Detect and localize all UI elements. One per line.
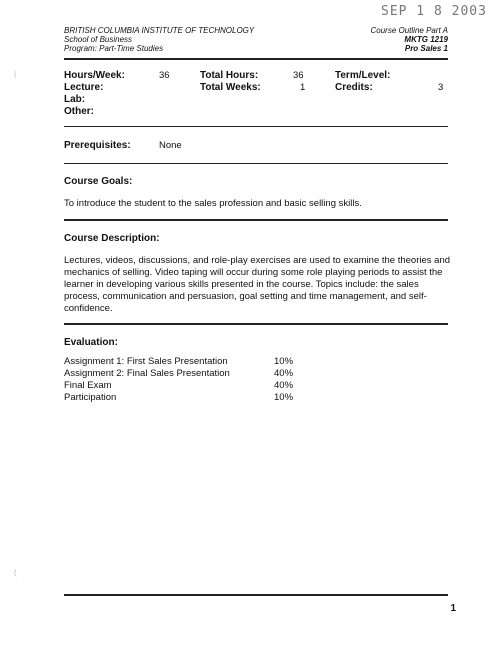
evaluation-item-weight: 40% xyxy=(274,380,294,391)
page-number: 1 xyxy=(450,603,456,614)
total-weeks-value: 1 xyxy=(300,82,306,93)
date-stamp: SEP 1 8 2003 xyxy=(381,4,487,19)
scan-mark: ( xyxy=(14,568,17,577)
outline-title: Course Outline Part A xyxy=(370,26,448,35)
hours-week-label: Hours/Week: xyxy=(64,70,125,81)
total-hours-label: Total Hours: xyxy=(200,70,259,81)
footer-divider xyxy=(64,594,448,596)
evaluation-item-weight: 10% xyxy=(274,392,294,403)
prerequisites-label: Prerequisites: xyxy=(64,140,131,151)
hours-week-value: 36 xyxy=(159,70,170,81)
term-level-label: Term/Level: xyxy=(335,70,391,81)
evaluation-item-name: Participation xyxy=(64,392,117,403)
divider xyxy=(64,323,448,325)
description-line: confidence. xyxy=(64,303,113,314)
credits-value: 3 xyxy=(438,82,444,93)
evaluation-item-name: Assignment 2: Final Sales Presentation xyxy=(64,368,230,379)
lecture-label: Lecture: xyxy=(64,82,104,93)
divider xyxy=(64,163,448,164)
total-weeks-label: Total Weeks: xyxy=(200,82,261,93)
scan-mark: | xyxy=(14,70,17,79)
evaluation-item-name: Assignment 1: First Sales Presentation xyxy=(64,356,228,367)
course-goals-text: To introduce the student to the sales profession and basic selling skills. xyxy=(64,198,362,209)
evaluation-item-weight: 10% xyxy=(274,356,294,367)
course-code: MKTG 1219 xyxy=(404,35,448,44)
institute-name: BRITISH COLUMBIA INSTITUTE OF TECHNOLOGY xyxy=(64,26,255,35)
prerequisites-value: None xyxy=(159,140,182,151)
divider xyxy=(64,219,448,221)
other-label: Other: xyxy=(64,106,94,117)
credits-label: Credits: xyxy=(335,82,373,93)
total-hours-value: 36 xyxy=(293,70,304,81)
evaluation-item-name: Final Exam xyxy=(64,380,112,391)
description-line: Lectures, videos, discussions, and role-play exercises are used to examine the theories and xyxy=(64,255,451,266)
evaluation-item-weight: 40% xyxy=(274,368,294,379)
evaluation-heading: Evaluation: xyxy=(64,337,118,348)
header-divider xyxy=(64,58,448,60)
divider xyxy=(64,126,448,127)
program-name: Program: Part-Time Studies xyxy=(64,44,164,53)
description-line: mechanics of selling. Video taping will occur during some role playing periods to assist the xyxy=(64,267,443,278)
description-line: process, communication and persuasion, goal setting and time management, and self- xyxy=(64,291,427,302)
course-description-heading: Course Description: xyxy=(64,233,160,244)
course-goals-heading: Course Goals: xyxy=(64,176,133,187)
course-name: Pro Sales 1 xyxy=(404,44,448,53)
school-name: School of Business xyxy=(64,35,133,44)
description-line: learner in developing various skills presented in the course. Topics include: the sales xyxy=(64,279,419,290)
lab-label: Lab: xyxy=(64,94,86,105)
